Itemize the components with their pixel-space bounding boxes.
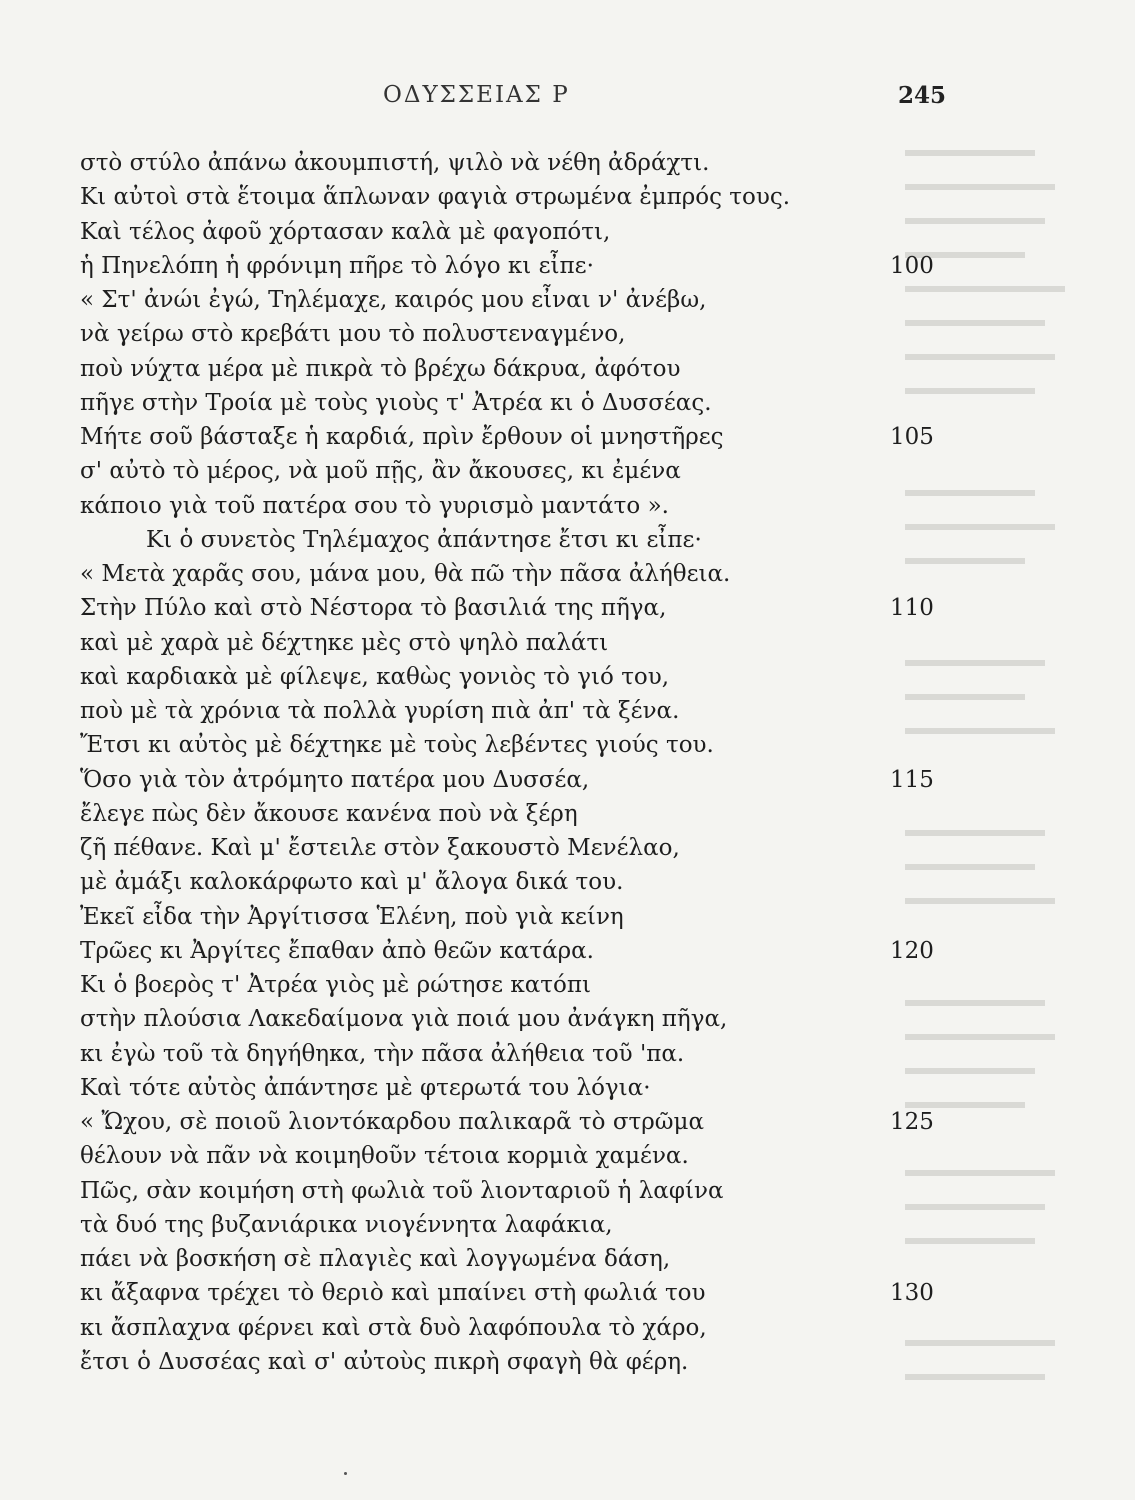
verse-text: « Μετὰ χαρᾶς σου, μάνα μου, θὰ πῶ τὴν πᾶσα ἀλήθεια.	[80, 561, 731, 587]
verse-line	[80, 1071, 960, 1105]
verse-text: ἔτσι ὁ Δυσσέας καὶ σ' αὐτοὺς πικρὴ σφαγὴ θὰ φέρη.	[80, 1348, 689, 1375]
verse-text: Ὅσο γιὰ τὸν ἀτρόμητο πατέρα μου Δυσσέα,	[80, 766, 590, 793]
verse-line	[80, 420, 960, 454]
verse-text: « Ὤχου, σὲ ποιοῦ λιοντόκαρδου παλικαρᾶ τὸ στρῶμα	[80, 1109, 704, 1135]
verse-text: ἡ Πηνελόπη ἡ φρόνιμη πῆρε τὸ λόγο κι εἶπε·	[80, 252, 594, 279]
verse-line	[80, 557, 960, 591]
verse-text: στὴν πλούσια Λακεδαίμονα γιὰ ποιά μου ἀνάγκη πῆγα,	[80, 1006, 728, 1033]
verse-line	[80, 1311, 960, 1345]
verse-line	[80, 694, 960, 728]
verse-line	[80, 523, 960, 557]
verse-line	[80, 249, 960, 283]
verse-line	[80, 1105, 960, 1139]
line-number: 130	[890, 1280, 934, 1307]
verse-line	[80, 934, 960, 968]
verse-text: ποὺ μὲ τὰ χρόνια τὰ πολλὰ γυρίση πιὰ ἀπ' τὰ ξένα.	[80, 698, 680, 724]
verse-line	[80, 763, 960, 797]
line-number: 110	[890, 595, 934, 622]
verse-text: ποὺ νύχτα μέρα μὲ πικρὰ τὸ βρέχω δάκρυα, ἀφότου	[80, 355, 681, 382]
line-number: 105	[890, 424, 934, 450]
verse-line	[80, 1037, 960, 1071]
verse-line	[80, 1139, 960, 1173]
running-head	[0, 82, 1135, 116]
verse-text: Καὶ τέλος ἀφοῦ χόρτασαν καλὰ μὲ φαγοπότι,	[80, 218, 611, 245]
verse-line	[80, 865, 960, 899]
verse-text: κι ἄσπλαχνα φέρνει καὶ στὰ δυὸ λαφόπουλα τὸ χάρο,	[80, 1314, 707, 1341]
verse-line	[80, 317, 960, 351]
verse-text: Κι ὁ συνετὸς Τηλέμαχος ἀπάντησε ἔτσι κι εἶπε·	[146, 526, 702, 553]
line-number: 120	[890, 937, 934, 964]
verse-line	[80, 831, 960, 865]
verse-text: Ἐκεῖ εἶδα τὴν Ἀργίτισσα Ἑλένη, ποὺ γιὰ κείνη	[80, 903, 624, 930]
line-number: 125	[890, 1109, 934, 1135]
verse-line	[80, 968, 960, 1002]
verse-text: καὶ καρδιακὰ μὲ φίλεψε, καθὼς γονιὸς τὸ γιό του,	[80, 663, 670, 690]
verse-line	[80, 1242, 960, 1276]
verse-text: Καὶ τότε αὐτὸς ἀπάντησε μὲ φτερωτά του λόγια·	[80, 1074, 651, 1101]
verse-line	[80, 283, 960, 317]
verse-text: νὰ γείρω στὸ κρεβάτι μου τὸ πολυστεναγμένο,	[80, 321, 626, 348]
verse-text: κι ἄξαφνα τρέχει τὸ θεριὸ καὶ μπαίνει στὴ φωλιά του	[80, 1280, 706, 1307]
verse-line	[80, 591, 960, 625]
verse-text: σ' αὐτὸ τὸ μέρος, νὰ μοῦ πῇς, ἂν ἄκουσες, κι ἐμένα	[80, 458, 681, 485]
verse-text: στὸ στύλο ἀπάνω ἀκουμπιστή, ψιλὸ νὰ νέθη ἀδράχτι.	[80, 150, 710, 176]
page-number: 245	[898, 82, 947, 109]
verse-line	[80, 352, 960, 386]
verse-list	[80, 146, 960, 1379]
verse-line	[80, 489, 960, 523]
line-number: 100	[890, 252, 934, 279]
verse-text: Τρῶες κι Ἀργίτες ἔπαθαν ἀπὸ θεῶν κατάρα.	[80, 937, 594, 964]
verse-text: κι ἐγὼ τοῦ τὰ δηγήθηκα, τὴν πᾶσα ἀλήθεια τοῦ 'πα.	[80, 1040, 685, 1067]
verse-text: Πῶς, σὰν κοιμήση στὴ φωλιὰ τοῦ λιονταριοῦ ἡ λαφίνα	[80, 1177, 724, 1204]
verse-line	[80, 454, 960, 488]
verse-text: κάποιο γιὰ τοῦ πατέρα σου τὸ γυρισμὸ μαντάτο ».	[80, 492, 669, 519]
verse-line	[80, 1174, 960, 1208]
verse-text: ζῆ πέθανε. Καὶ μ' ἔστειλε στὸν ξακουστὸ Μενέλαο,	[80, 835, 680, 861]
paper-speck	[344, 1472, 347, 1475]
verse-text: τὰ δυό της βυζανιάρικα νιογέννητα λαφάκια,	[80, 1211, 613, 1238]
verse-text: Μήτε σοῦ βάσταξε ἡ καρδιά, πρὶν ἔρθουν οἱ μνηστῆρες	[80, 424, 724, 450]
verse-line	[80, 797, 960, 831]
verse-line	[80, 1345, 960, 1379]
verse-line	[80, 626, 960, 660]
verse-line	[80, 660, 960, 694]
verse-text: Ἔτσι κι αὐτὸς μὲ δέχτηκε μὲ τοὺς λεβέντες γιούς του.	[80, 732, 714, 759]
verse-line	[80, 180, 960, 214]
verse-text: « Στ' ἀνώι ἐγώ, Τηλέμαχε, καιρός μου εἶναι ν' ἀνέβω,	[80, 287, 707, 313]
verse-line	[80, 728, 960, 762]
verse-line	[80, 1276, 960, 1310]
line-number: 115	[890, 766, 934, 793]
verse-line	[80, 1208, 960, 1242]
verse-line	[80, 1002, 960, 1036]
verse-text: πάει νὰ βοσκήση σὲ πλαγιὲς καὶ λογγωμένα δάση,	[80, 1246, 671, 1272]
verse-line	[80, 146, 960, 180]
running-title: ΟΔΥΣΣΕΙΑΣ Ρ	[383, 82, 570, 108]
verse-text: Στὴν Πύλο καὶ στὸ Νέστορα τὸ βασιλιά της πῆγα,	[80, 595, 667, 622]
verse-line	[80, 386, 960, 420]
verse-line	[80, 215, 960, 249]
verse-line	[80, 900, 960, 934]
verse-text: πῆγε στὴν Τροία μὲ τοὺς γιοὺς τ' Ἀτρέα κι ὁ Δυσσέας.	[80, 389, 712, 416]
verse-text: Κι ὁ βοερὸς τ' Ἀτρέα γιὸς μὲ ρώτησε κατόπι	[80, 972, 591, 998]
verse-text: θέλουν νὰ πᾶν νὰ κοιμηθοῦν τέτοια κορμιὰ χαμένα.	[80, 1143, 689, 1170]
verse-text: μὲ ἀμάξι καλοκάρφωτο καὶ μ' ἄλογα δικά του.	[80, 869, 624, 896]
verse-text: Κι αὐτοὶ στὰ ἕτοιμα ἅπλωναν φαγιὰ στρωμένα ἐμπρός τους.	[80, 184, 791, 211]
verse-text: ἔλεγε πὼς δὲν ἄκουσε κανένα ποὺ νὰ ξέρη	[80, 800, 578, 827]
verse-text: καὶ μὲ χαρὰ μὲ δέχτηκε μὲς στὸ ψηλὸ παλάτι	[80, 629, 609, 656]
